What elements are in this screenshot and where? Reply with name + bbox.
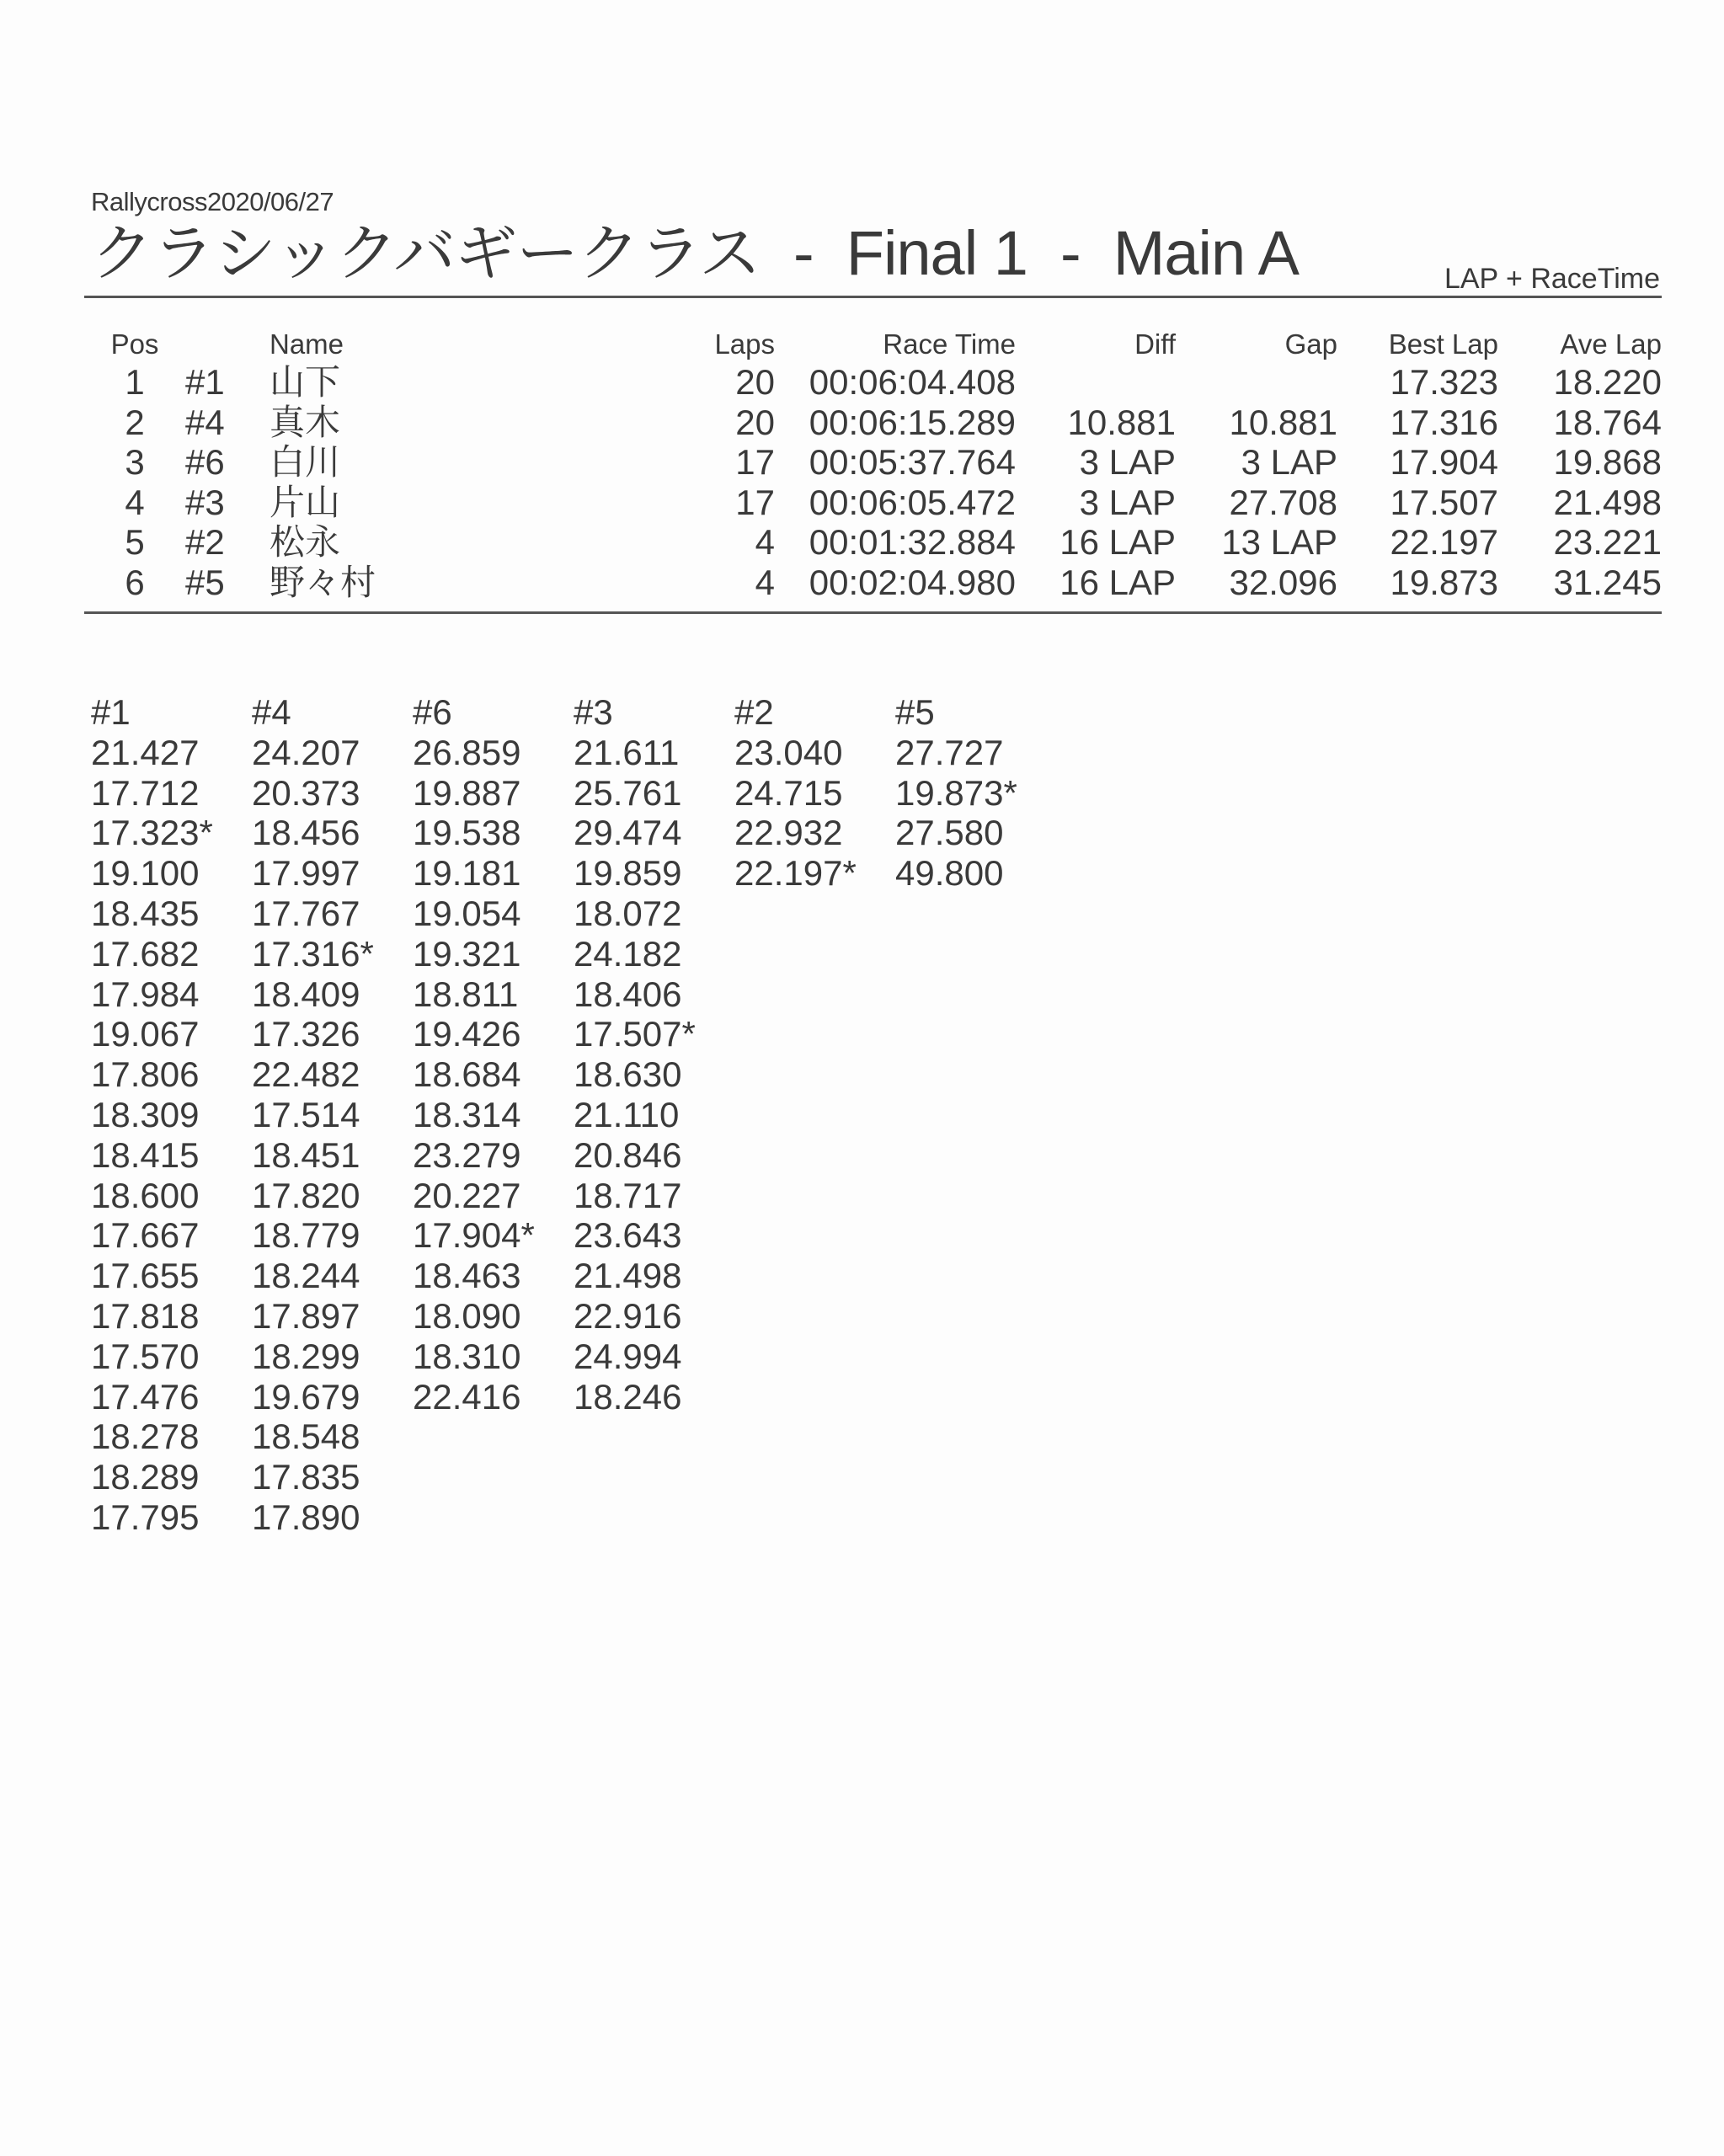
- result-laps: 17: [735, 442, 775, 483]
- lap-time: 23.279: [413, 1134, 521, 1175]
- lap-column-car-number: #2: [734, 692, 774, 732]
- lap-time: 24.994: [574, 1336, 682, 1376]
- result-car-number: #1: [185, 362, 225, 402]
- lap-time: 17.820: [252, 1175, 360, 1215]
- col-header-race-time: Race Time: [883, 328, 1016, 360]
- lap-time: 27.727: [895, 732, 1004, 772]
- lap-column: [252, 692, 413, 1538]
- lap-time: 17.890: [252, 1497, 360, 1537]
- result-driver-name: 白川: [270, 442, 341, 483]
- table-row: [84, 522, 1662, 563]
- lap-time: 19.887: [413, 772, 521, 813]
- lap-time: 19.859: [574, 853, 682, 894]
- lap-time: 22.932: [734, 813, 843, 853]
- lap-time: 21.110: [574, 1094, 680, 1134]
- lap-time: 22.916: [574, 1295, 682, 1336]
- result-car-number: #3: [185, 482, 225, 522]
- lap-column-car-number: #5: [895, 692, 935, 732]
- result-diff: 3 LAP: [1079, 442, 1176, 483]
- lap-time: 17.667: [91, 1215, 200, 1256]
- table-row: [84, 403, 1662, 443]
- lap-time: 17.818: [91, 1295, 200, 1336]
- result-laps: 17: [735, 482, 775, 522]
- lap-time: 19.426: [413, 1014, 521, 1054]
- lap-time: 29.474: [574, 813, 682, 853]
- lap-time: 17.655: [91, 1256, 200, 1296]
- lap-column: [413, 692, 574, 1538]
- result-diff: 3 LAP: [1079, 482, 1176, 522]
- result-car-number: #5: [185, 562, 225, 602]
- lap-time: 17.984: [91, 974, 200, 1014]
- result-diff: 16 LAP: [1059, 522, 1176, 563]
- lap-time: 17.835: [252, 1457, 360, 1497]
- result-pos: 4: [125, 482, 145, 522]
- col-header-gap: Gap: [1284, 328, 1337, 360]
- lap-time: 25.761: [574, 772, 682, 813]
- results-divider: [84, 611, 1662, 614]
- lap-time: 17.806: [91, 1054, 200, 1095]
- lap-time: 24.715: [734, 772, 843, 813]
- lap-times-grid: [91, 692, 1056, 1538]
- col-header-laps: Laps: [714, 328, 775, 360]
- result-pos: 2: [125, 402, 145, 442]
- lap-time: 17.904*: [413, 1215, 535, 1256]
- lap-time: 27.580: [895, 813, 1004, 853]
- result-driver-name: 真木: [270, 402, 341, 442]
- lap-time: 18.309: [91, 1094, 200, 1134]
- lap-time: 18.684: [413, 1054, 521, 1095]
- lap-time: 18.456: [252, 813, 360, 853]
- results-header-row: [84, 327, 1662, 362]
- lap-time: 18.299: [252, 1336, 360, 1376]
- result-gap: 27.708: [1229, 482, 1337, 522]
- col-header-name: Name: [270, 328, 344, 360]
- lap-column: [734, 692, 895, 1538]
- lap-time: 19.067: [91, 1014, 200, 1054]
- col-header-pos: Pos: [110, 328, 159, 360]
- result-car-number: #4: [185, 402, 225, 442]
- result-gap: [1176, 362, 1337, 403]
- lap-time: 49.800: [895, 853, 1004, 894]
- result-driver-name: 松永: [270, 522, 341, 563]
- result-race-time: 00:05:37.764: [809, 442, 1016, 483]
- lap-time: 24.207: [252, 732, 360, 772]
- lap-time: 22.416: [413, 1376, 521, 1417]
- lap-time: 19.321: [413, 933, 521, 974]
- result-race-time: 00:06:04.408: [809, 362, 1016, 402]
- lap-time: 17.514: [252, 1094, 360, 1134]
- lap-column-car-number: #4: [252, 692, 291, 732]
- lap-time: 18.811: [413, 974, 519, 1014]
- lap-time: 21.427: [91, 732, 200, 772]
- result-driver-name: 山下: [270, 362, 341, 402]
- lap-time: 23.643: [574, 1215, 682, 1256]
- result-best-lap: 22.197: [1390, 522, 1498, 563]
- lap-column: [895, 692, 1056, 1538]
- result-ave-lap: 19.868: [1553, 442, 1662, 483]
- result-pos: 6: [125, 562, 145, 602]
- result-best-lap: 17.323: [1390, 362, 1498, 402]
- result-ave-lap: 18.764: [1553, 402, 1662, 442]
- table-row: [84, 442, 1662, 483]
- lap-time: 18.072: [574, 893, 682, 933]
- result-ave-lap: 18.220: [1553, 362, 1662, 402]
- lap-time: 24.182: [574, 933, 682, 974]
- header-divider: [84, 296, 1662, 298]
- page-title: クラシックバギークラス - Final 1 - Main A: [91, 218, 1299, 288]
- lap-time: 17.997: [252, 853, 360, 894]
- lap-time: 19.054: [413, 893, 521, 933]
- lap-column: [574, 692, 734, 1538]
- lap-time: 18.244: [252, 1256, 360, 1296]
- lap-column-car-number: #1: [91, 692, 131, 732]
- lap-time: 19.538: [413, 813, 521, 853]
- lap-time: 18.415: [91, 1134, 200, 1175]
- table-row: [84, 483, 1662, 523]
- col-header-car-number: [185, 327, 270, 362]
- result-laps: 4: [755, 562, 775, 602]
- lap-time: 23.040: [734, 732, 843, 772]
- lap-time: 19.100: [91, 853, 200, 894]
- lap-time: 19.679: [252, 1376, 360, 1417]
- lap-time: 18.463: [413, 1256, 521, 1296]
- lap-time: 18.451: [252, 1134, 360, 1175]
- event-date: Rallycross2020/06/27: [91, 187, 334, 216]
- lap-time: 17.767: [252, 893, 360, 933]
- lap-column-car-number: #3: [574, 692, 613, 732]
- lap-time: 21.611: [574, 732, 680, 772]
- lap-column-car-number: #6: [413, 692, 452, 732]
- col-header-diff: Diff: [1134, 328, 1176, 360]
- table-row: [84, 362, 1662, 403]
- lap-time: 18.548: [252, 1417, 360, 1457]
- result-gap: 3 LAP: [1241, 442, 1337, 483]
- lap-column: [91, 692, 252, 1538]
- lap-time: 17.326: [252, 1014, 360, 1054]
- result-car-number: #2: [185, 522, 225, 563]
- lap-time: 19.873*: [895, 772, 1017, 813]
- lap-time: 18.090: [413, 1295, 521, 1336]
- lap-time: 17.897: [252, 1295, 360, 1336]
- lap-time: 18.310: [413, 1336, 521, 1376]
- lap-time: 20.227: [413, 1175, 521, 1215]
- results-table: [84, 327, 1662, 603]
- result-gap: 13 LAP: [1221, 522, 1337, 563]
- result-diff: 10.881: [1067, 402, 1176, 442]
- result-diff: 16 LAP: [1059, 562, 1176, 602]
- result-race-time: 00:06:05.472: [809, 482, 1016, 522]
- result-driver-name: 野々村: [270, 562, 376, 602]
- lap-time: 18.717: [574, 1175, 682, 1215]
- lap-time: 17.476: [91, 1376, 200, 1417]
- lap-time: 18.406: [574, 974, 682, 1014]
- lap-time: 17.507*: [574, 1014, 696, 1054]
- table-row: [84, 563, 1662, 603]
- lap-time: 21.498: [574, 1256, 682, 1296]
- lap-time: 17.795: [91, 1497, 200, 1537]
- result-best-lap: 17.316: [1390, 402, 1498, 442]
- result-laps: 20: [735, 362, 775, 402]
- result-ave-lap: 31.245: [1553, 562, 1662, 602]
- lap-time: 18.246: [574, 1376, 682, 1417]
- result-race-time: 00:02:04.980: [809, 562, 1016, 602]
- result-pos: 1: [125, 362, 145, 402]
- result-car-number: #6: [185, 442, 225, 483]
- result-pos: 5: [125, 522, 145, 563]
- timing-mode-label: LAP + RaceTime: [1444, 263, 1660, 295]
- lap-time: 18.278: [91, 1417, 200, 1457]
- result-race-time: 00:01:32.884: [809, 522, 1016, 563]
- result-best-lap: 17.507: [1390, 482, 1498, 522]
- result-pos: 3: [125, 442, 145, 483]
- result-laps: 20: [735, 402, 775, 442]
- lap-time: 18.600: [91, 1175, 200, 1215]
- lap-time: 17.316*: [252, 933, 374, 974]
- result-gap: 10.881: [1229, 402, 1337, 442]
- lap-time: 18.314: [413, 1094, 521, 1134]
- lap-time: 18.409: [252, 974, 360, 1014]
- col-header-ave-lap: Ave Lap: [1560, 328, 1662, 360]
- lap-time: 20.846: [574, 1134, 682, 1175]
- lap-time: 26.859: [413, 732, 521, 772]
- lap-time: 22.482: [252, 1054, 360, 1095]
- lap-time: 18.289: [91, 1457, 200, 1497]
- lap-time: 22.197*: [734, 853, 857, 894]
- lap-time: 17.682: [91, 933, 200, 974]
- result-laps: 4: [755, 522, 775, 563]
- result-gap: 32.096: [1229, 562, 1337, 602]
- lap-time: 18.435: [91, 893, 200, 933]
- result-ave-lap: 23.221: [1553, 522, 1662, 563]
- lap-time: 18.779: [252, 1215, 360, 1256]
- lap-time: 17.570: [91, 1336, 200, 1376]
- lap-time: 17.712: [91, 772, 200, 813]
- result-ave-lap: 21.498: [1553, 482, 1662, 522]
- lap-time: 19.181: [413, 853, 521, 894]
- col-header-best-lap: Best Lap: [1388, 328, 1498, 360]
- result-best-lap: 19.873: [1390, 562, 1498, 602]
- lap-time: 18.630: [574, 1054, 682, 1095]
- result-race-time: 00:06:15.289: [809, 402, 1016, 442]
- result-driver-name: 片山: [270, 482, 341, 522]
- lap-time: 17.323*: [91, 813, 213, 853]
- result-best-lap: 17.904: [1390, 442, 1498, 483]
- result-diff: [1016, 362, 1176, 403]
- lap-time: 20.373: [252, 772, 360, 813]
